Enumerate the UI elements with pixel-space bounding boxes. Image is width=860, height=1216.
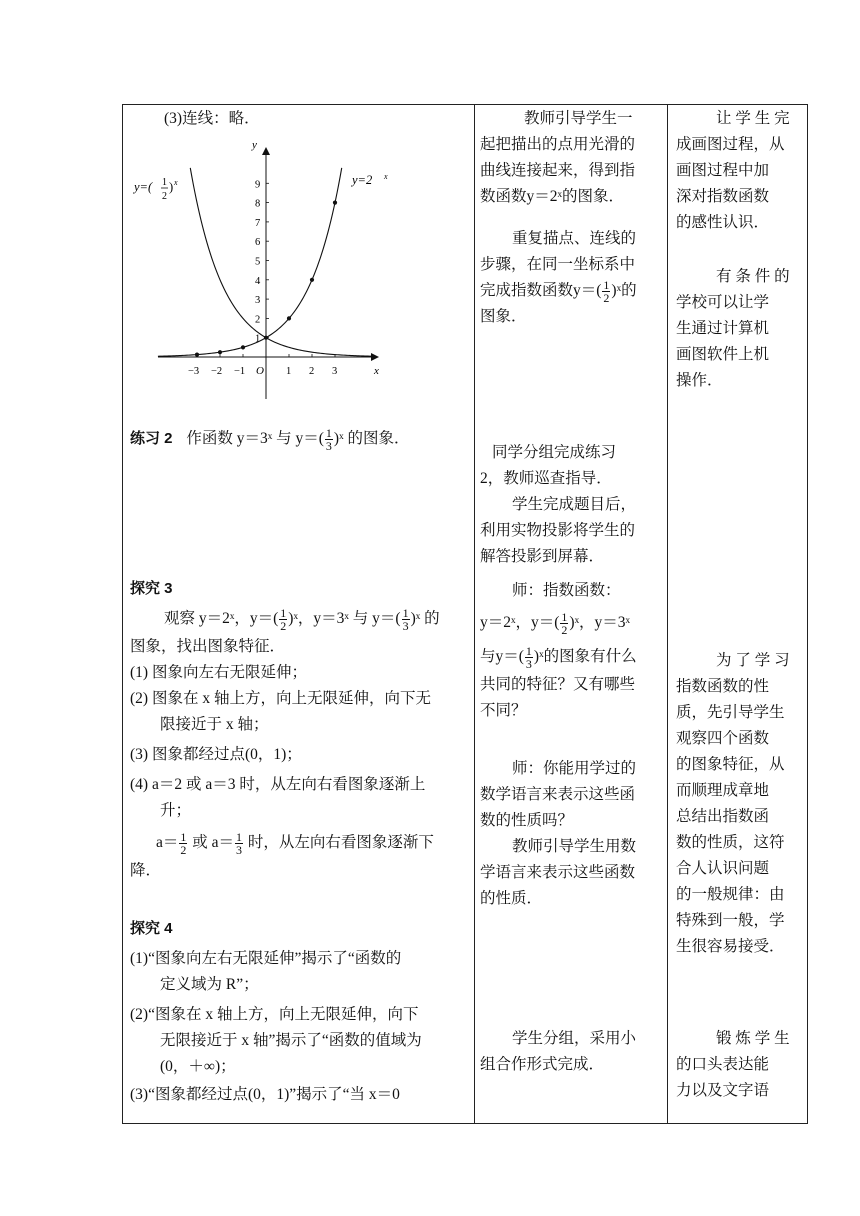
feature-item: 限接近于 x 轴； [160,716,269,733]
text-line: 质，先引导学生 [676,704,785,721]
text-line: 教师引导学生用数 [512,838,637,855]
text-line: 生通过计算机 [676,320,770,337]
text-line: 数的性质吗？ [480,812,574,829]
text-line: 指数函数的性 [676,678,770,695]
text-line: 合人认识问题 [676,860,770,877]
step-heading: (3)连线：略． [164,110,260,127]
text-line: 锻 炼 学 生 [716,1030,790,1047]
y-tick-labels [255,179,269,344]
text-line: 教师引导学生一 [524,110,633,127]
text-line: 学语言来表示这些函数 [480,864,636,881]
origin-label: O [256,365,264,377]
x-tick-label: 3 [332,366,338,377]
feature-item: (4) a＝2 或 a＝3 时，从左向右看图象逐渐上 [130,776,426,793]
exercise-text-end: )ˣ 的图象． [333,430,410,447]
text-line: 图象． [480,308,527,325]
text-line: 操作． [676,372,723,389]
fraction-half: $\frac{1}{2}$ [561,609,568,637]
x-tick-label: −3 [188,366,200,377]
text-line: 的感性认识． [676,214,770,231]
feature-item: 升； [160,802,192,819]
text-line: 完成指数函数y＝( $\frac{1}{2}$ )ˣ的 [480,277,637,305]
feature-item: a＝ $\frac{1}{2}$ 或 a＝ $\frac{1}{3}$ 时，从左向右看图象逐渐下 [156,829,434,857]
inquiry-3-teacher [480,578,666,912]
text-line: 解答投影到屏幕． [480,548,605,565]
feature-item: (3) 图象都经过点(0，1)； [130,746,302,763]
exponential-graph [130,134,392,406]
left-curve-label: y=( [134,180,153,194]
right-curve-label: y=2 [352,173,373,187]
text-line: 成画图过程，从 [676,136,785,153]
plotted-point [218,350,222,354]
exercise-label: 练习 2 [130,430,173,447]
y-axis-label: y [252,139,257,151]
inquiry-3 [130,576,472,884]
text-line: 学校可以让学 [676,294,770,311]
inquiry-3-purpose [676,648,800,960]
property-line: (1)“图象向左右无限延伸”揭示了“函数的 [130,950,402,967]
x-tick-label: 2 [309,366,315,377]
lesson-table [122,104,808,1124]
fraction-third: $\frac{1}{3}$ [325,425,332,453]
exercise-2-teacher [480,440,666,570]
property-line: 无限接近于 x 轴”揭示了“函数的值域为 [160,1032,422,1049]
text-line: 曲线连接起来，得到指 [480,162,636,179]
section1-left [130,106,472,132]
column-divider-2 [667,104,668,1124]
text-line: 为 了 学 习 [716,652,790,669]
curve-half-pow-x [190,168,374,356]
y-tick-label: 3 [255,295,261,307]
exercise-text: 作函数 y＝3ˣ 与 y＝( [186,430,324,447]
y-tick-label: 4 [255,275,261,287]
right-curve-label-exp: x [384,172,388,181]
text-line: 重复描点、连线的 [512,230,637,247]
property-line: 定义域为 R”； [160,976,259,993]
text-line: 力以及文字语 [676,1082,770,1099]
x-axis-label: x [374,365,379,377]
fraction-half: $\frac{1}{2}$ [603,277,610,305]
inquiry-4-label: 探究 4 [130,920,173,937]
plotted-point [241,345,245,349]
text-line: 生很容易接受． [676,938,785,955]
fraction-third: $\frac{1}{3}$ [236,829,243,857]
table-border-bottom [122,1123,808,1124]
text-line: 图象，找出图象特征． [130,638,286,655]
text-line: 观察 y＝2ˣ，y＝( $\frac{1}{2}$ )ˣ，y＝3ˣ 与 y＝( $\frac{1}{3}$ )ˣ 的 [164,605,440,633]
inquiry-4 [130,916,472,1108]
y-tick-label: 6 [255,237,261,249]
text-line: 画图过程中加 [676,162,770,179]
text-line: 同学分组完成练习 [492,444,617,461]
inquiry-4-purpose [676,1026,800,1104]
property-line: (0，＋∞)； [160,1058,236,1075]
property-line: (3)“图象都经过点(0，1)”揭示了“当 x＝0 [130,1086,400,1103]
text-line: 师：指数函数： [512,582,621,599]
text-line: 数的性质，这符 [676,834,785,851]
table-border-left [122,104,123,1124]
y-tick-label: 8 [255,198,261,210]
plotted-point [195,352,199,356]
column-divider-1 [474,104,475,1124]
text-line: 步骤，在同一坐标系中 [480,256,636,273]
text-line: 的图象特征，从 [676,756,785,773]
text-line: 深对指数函数 [676,188,770,205]
section1-purpose [676,106,800,394]
text-line: 学生完成题目后， [512,496,637,513]
text-line: 组合作形式完成． [480,1056,605,1073]
section1-teacher [480,106,666,330]
table-border-right [807,104,808,1124]
text-line: 与y＝( $\frac{1}{3}$ )ˣ的图象有什么 [480,643,637,671]
text-line: 数函数y＝2ˣ的图象． [480,188,624,205]
left-curve-label-exp: x [174,178,178,187]
fraction-third: $\frac{1}{3}$ [402,605,409,633]
text-line: 的性质． [480,890,543,907]
plotted-point [264,336,268,340]
inquiry-3-label: 探究 3 [130,580,173,597]
fraction-third: $\frac{1}{3}$ [525,643,532,671]
inquiry-4-teacher [480,1026,666,1078]
text-line: 特殊到一般，学 [676,912,785,929]
exercise-2 [130,426,472,452]
left-curve-label-suffix: ) [169,180,174,194]
text-line: 有 条 件 的 [716,268,790,285]
y-tick-label: 9 [255,179,261,191]
y-tick-label: 5 [255,256,261,268]
y-tick-label: 2 [255,314,261,326]
fraction-half: $\frac{1}{2}$ [280,605,287,633]
text-line: 让 学 生 完 [716,110,790,127]
text-line [130,426,472,452]
plotted-point [333,201,337,205]
curve-2-pow-x [158,168,342,356]
text-line: 2，教师巡查指导． [480,470,612,487]
y-tick-label: 7 [255,217,261,229]
text-line: 共同的特征？又有哪些 [480,676,636,693]
text-line: 起把描出的点用光滑的 [480,136,636,153]
text-line: 师：你能用学过的 [512,760,637,777]
x-tick-label: 1 [286,366,292,377]
left-curve-label-num: 1 [162,177,167,188]
text-line: 的一般规律：由 [676,886,785,903]
left-curve-label-den: 2 [162,191,167,202]
text-line: 的口头表达能 [676,1056,770,1073]
text-line: 数学语言来表示这些函 [480,786,636,803]
feature-item: (1) 图象向左右无限延伸； [130,664,307,681]
text-line: 画图软件上机 [676,346,770,363]
feature-item: 降． [130,862,162,879]
text-line: y＝2ˣ，y＝( $\frac{1}{2}$ )ˣ，y＝3ˣ [480,609,631,637]
feature-item: (2) 图象在 x 轴上方，向上无限延伸，向下无 [130,690,431,707]
plotted-point [310,278,314,282]
property-line: (2)“图象在 x 轴上方，向上无限延伸，向下 [130,1006,419,1023]
fraction-half: $\frac{1}{2}$ [180,829,187,857]
text-line: 利用实物投影将学生的 [480,522,636,539]
table-border-top [122,104,808,105]
x-tick-label: −1 [234,366,246,377]
text-line: 而顺理成章地 [676,782,770,799]
text-line: 总结出指数函 [676,808,770,825]
text-line: 不同？ [480,702,527,719]
y-tick-label: 1 [255,333,261,345]
x-tick-label: −2 [211,366,223,377]
text-line: 观察四个函数 [676,730,770,747]
plotted-point [287,316,291,320]
text-line: 学生分组，采用小 [512,1030,637,1047]
